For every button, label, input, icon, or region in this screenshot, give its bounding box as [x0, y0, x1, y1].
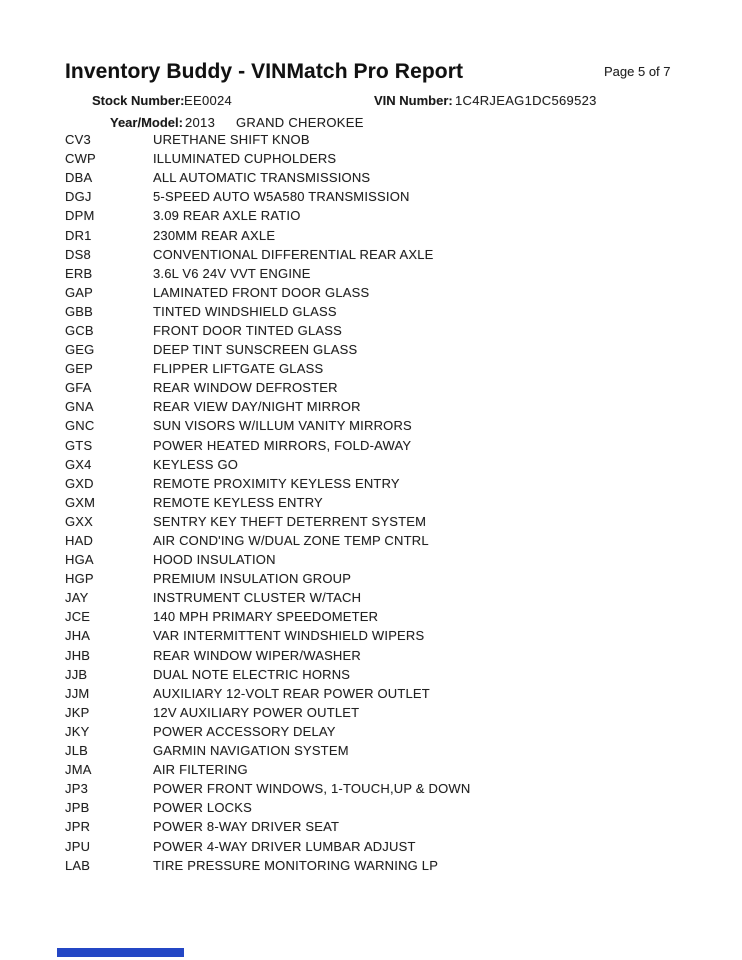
option-description: 5-SPEED AUTO W5A580 TRANSMISSION: [153, 189, 410, 205]
option-code: DGJ: [65, 189, 92, 205]
option-row: [65, 856, 685, 875]
option-code: JHB: [65, 647, 91, 663]
option-description: 140 MPH PRIMARY SPEEDOMETER: [153, 609, 379, 625]
option-row: [65, 626, 685, 645]
option-row: [65, 760, 685, 779]
option-row: [65, 245, 685, 264]
option-description: TIRE PRESSURE MONITORING WARNING LP: [153, 857, 439, 873]
option-code: GXX: [65, 513, 94, 529]
option-row: [65, 340, 685, 359]
option-row: [65, 416, 685, 435]
option-row: [65, 741, 685, 760]
option-row: [65, 798, 685, 817]
option-description: SUN VISORS W/ILLUM VANITY MIRRORS: [153, 418, 412, 434]
option-description: POWER 4-WAY DRIVER LUMBAR ADJUST: [153, 838, 416, 854]
option-code: GTS: [65, 437, 93, 453]
option-code: JLB: [65, 743, 89, 759]
option-code: DBA: [65, 170, 93, 186]
option-description: VAR INTERMITTENT WINDSHIELD WIPERS: [153, 628, 425, 644]
option-code: JP3: [65, 781, 89, 797]
option-row: [65, 359, 685, 378]
option-row: [65, 779, 685, 798]
option-code: GNA: [65, 399, 94, 415]
option-row: [65, 264, 685, 283]
option-code: JPU: [65, 838, 91, 854]
option-row: [65, 817, 685, 836]
option-description: REAR WINDOW WIPER/WASHER: [153, 647, 361, 663]
option-row: [65, 550, 685, 569]
option-code: DR1: [65, 227, 92, 243]
page-number: Page 5 of 7: [604, 64, 671, 79]
option-row: [65, 225, 685, 244]
option-code: JKY: [65, 723, 90, 739]
option-row: [65, 149, 685, 168]
option-code: JPR: [65, 819, 91, 835]
option-row: [65, 130, 685, 149]
option-description: REAR WINDOW DEFROSTER: [153, 380, 338, 396]
model-value: GRAND CHEROKEE: [236, 115, 364, 130]
option-code: JJB: [65, 666, 88, 682]
stock-number-value: EE0024: [184, 93, 233, 108]
option-code: GAP: [65, 284, 94, 300]
option-description: AUXILIARY 12-VOLT REAR POWER OUTLET: [153, 685, 430, 701]
option-row: [65, 512, 685, 531]
vin-number-label: VIN Number:: [374, 93, 453, 108]
option-description: FLIPPER LIFTGATE GLASS: [153, 361, 324, 377]
option-row: [65, 321, 685, 340]
option-row: [65, 588, 685, 607]
option-description: TINTED WINDSHIELD GLASS: [153, 303, 337, 319]
option-description: SENTRY KEY THEFT DETERRENT SYSTEM: [153, 513, 427, 529]
option-code: GNC: [65, 418, 95, 434]
option-row: [65, 474, 685, 493]
option-description: KEYLESS GO: [153, 456, 239, 472]
option-row: [65, 378, 685, 397]
option-code: HGP: [65, 571, 94, 587]
option-code: GFA: [65, 380, 92, 396]
option-row: [65, 397, 685, 416]
option-description: INSTRUMENT CLUSTER W/TACH: [153, 590, 362, 606]
option-row: [65, 302, 685, 321]
option-description: URETHANE SHIFT KNOB: [153, 132, 310, 148]
option-code: GXM: [65, 494, 96, 510]
option-code: JMA: [65, 762, 92, 778]
option-code: JCE: [65, 609, 91, 625]
option-row: [65, 607, 685, 626]
option-code: HAD: [65, 533, 94, 549]
option-row: [65, 646, 685, 665]
option-row: [65, 283, 685, 302]
option-code: GCB: [65, 322, 94, 338]
option-description: DEEP TINT SUNSCREEN GLASS: [153, 342, 358, 358]
option-row: [65, 703, 685, 722]
option-row: [65, 493, 685, 512]
option-description: PREMIUM INSULATION GROUP: [153, 571, 352, 587]
option-row: [65, 836, 685, 855]
option-code: GEP: [65, 361, 94, 377]
option-description: 12V AUXILIARY POWER OUTLET: [153, 704, 360, 720]
option-code: HGA: [65, 552, 94, 568]
option-code: JJM: [65, 685, 90, 701]
option-description: REMOTE KEYLESS ENTRY: [153, 494, 323, 510]
option-code: CV3: [65, 132, 91, 148]
option-code: DPM: [65, 208, 95, 224]
option-code: CWP: [65, 151, 96, 167]
option-code: DS8: [65, 246, 91, 262]
option-code: LAB: [65, 857, 91, 873]
option-row: [65, 187, 685, 206]
option-description: POWER HEATED MIRRORS, FOLD-AWAY: [153, 437, 412, 453]
option-row: [65, 665, 685, 684]
page-title: Inventory Buddy - VINMatch Pro Report: [65, 60, 464, 83]
option-row: [65, 206, 685, 225]
stock-number-label: Stock Number:: [92, 93, 185, 108]
option-description: 3.6L V6 24V VVT ENGINE: [153, 265, 311, 281]
option-description: AIR COND'ING W/DUAL ZONE TEMP CNTRL: [153, 533, 429, 549]
option-description: POWER 8-WAY DRIVER SEAT: [153, 819, 340, 835]
option-description: POWER LOCKS: [153, 800, 252, 816]
option-code: JPB: [65, 800, 90, 816]
option-row: [65, 436, 685, 455]
option-description: DUAL NOTE ELECTRIC HORNS: [153, 666, 351, 682]
option-description: ILLUMINATED CUPHOLDERS: [153, 151, 337, 167]
option-description: HOOD INSULATION: [153, 552, 276, 568]
option-row: [65, 722, 685, 741]
option-description: 230MM REAR AXLE: [153, 227, 276, 243]
option-row: [65, 531, 685, 550]
options-list: [65, 130, 685, 875]
option-description: AIR FILTERING: [153, 762, 248, 778]
year-value: 2013: [185, 115, 216, 130]
option-description: 3.09 REAR AXLE RATIO: [153, 208, 301, 224]
option-code: GEG: [65, 342, 95, 358]
option-row: [65, 684, 685, 703]
option-description: GARMIN NAVIGATION SYSTEM: [153, 743, 349, 759]
option-code: GXD: [65, 475, 94, 491]
option-code: ERB: [65, 265, 93, 281]
option-description: FRONT DOOR TINTED GLASS: [153, 322, 343, 338]
option-code: GX4: [65, 456, 92, 472]
option-description: CONVENTIONAL DIFFERENTIAL REAR AXLE: [153, 246, 434, 262]
option-row: [65, 168, 685, 187]
option-code: GBB: [65, 303, 94, 319]
option-code: JHA: [65, 628, 91, 644]
footer-blue-bar: [57, 948, 184, 957]
option-description: ALL AUTOMATIC TRANSMISSIONS: [153, 170, 371, 186]
vin-number-value: 1C4RJEAG1DC569523: [455, 93, 597, 108]
option-code: JAY: [65, 590, 89, 606]
option-code: JKP: [65, 704, 90, 720]
year-model-label: Year/Model:: [110, 115, 183, 130]
option-description: POWER ACCESSORY DELAY: [153, 723, 336, 739]
option-row: [65, 455, 685, 474]
option-row: [65, 569, 685, 588]
option-description: LAMINATED FRONT DOOR GLASS: [153, 284, 370, 300]
option-description: POWER FRONT WINDOWS, 1-TOUCH,UP & DOWN: [153, 781, 471, 797]
option-description: REAR VIEW DAY/NIGHT MIRROR: [153, 399, 361, 415]
option-description: REMOTE PROXIMITY KEYLESS ENTRY: [153, 475, 400, 491]
